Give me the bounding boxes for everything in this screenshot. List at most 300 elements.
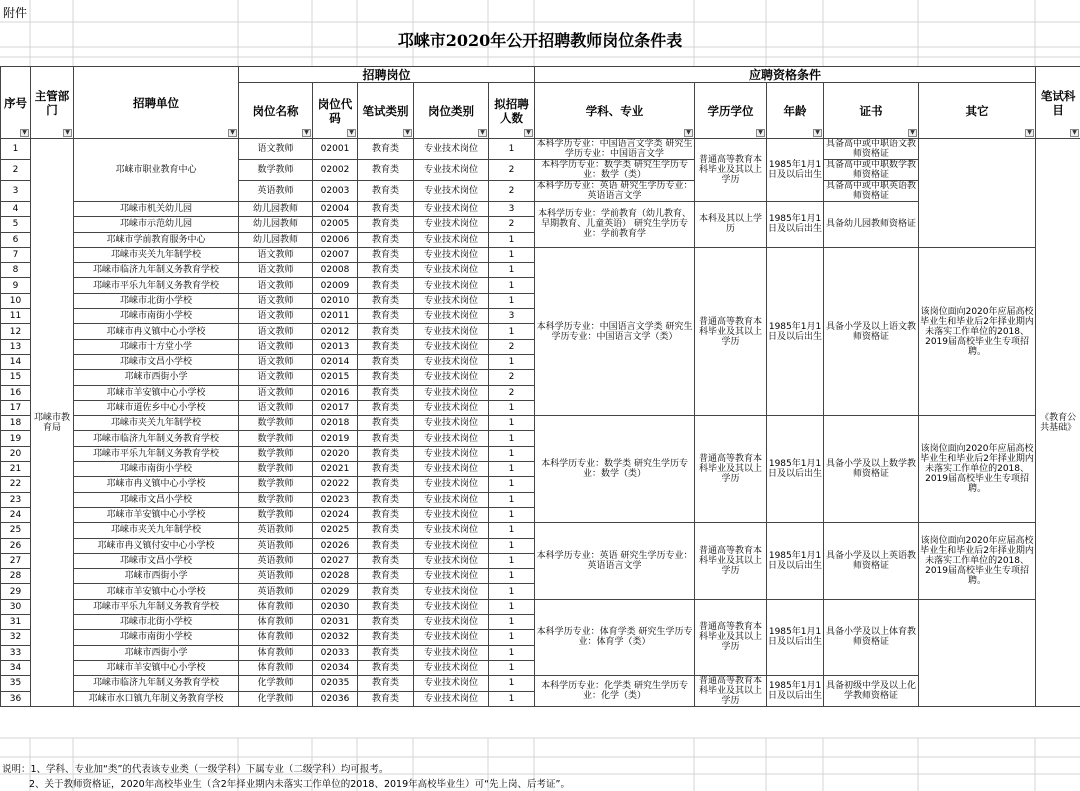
cell-post-code[interactable]: 02006 <box>313 232 358 247</box>
cell-post-name[interactable]: 数学教师 <box>239 416 313 431</box>
filter-dropdown-icon[interactable]: ▼ <box>756 129 765 137</box>
cell-post-category[interactable]: 专业技术岗位 <box>414 584 489 599</box>
cell-seq[interactable]: 10 <box>1 293 31 308</box>
cell-post-category[interactable]: 专业技术岗位 <box>414 385 489 400</box>
cell-post-name[interactable]: 语文教师 <box>239 293 313 308</box>
cell-post-category[interactable]: 专业技术岗位 <box>414 492 489 507</box>
cell-post-code[interactable]: 02034 <box>313 660 358 675</box>
cell-exam-category[interactable]: 教育类 <box>358 660 414 675</box>
cell-major[interactable]: 本科学历专业：数学类 研究生学历专业：数学（类） <box>535 416 695 523</box>
cell-post-category[interactable]: 专业技术岗位 <box>414 217 489 232</box>
cell-post-name[interactable]: 体育教师 <box>239 599 313 614</box>
cell-post-code[interactable]: 02024 <box>313 507 358 522</box>
filter-dropdown-icon[interactable]: ▼ <box>524 129 533 137</box>
cell-post-category[interactable]: 专业技术岗位 <box>414 354 489 369</box>
cell-count[interactable]: 1 <box>489 630 535 645</box>
cell-count[interactable]: 1 <box>489 416 535 431</box>
filter-dropdown-icon[interactable]: ▼ <box>1025 129 1034 137</box>
cell-post-category[interactable]: 专业技术岗位 <box>414 615 489 630</box>
filter-dropdown-icon[interactable]: ▼ <box>478 129 487 137</box>
cell-post-category[interactable]: 专业技术岗位 <box>414 599 489 614</box>
cell-count[interactable]: 2 <box>489 339 535 354</box>
header-subject[interactable]: 笔试科目 ▼ <box>1036 67 1080 139</box>
cell-post-code[interactable]: 02011 <box>313 309 358 324</box>
cell-exam-category[interactable]: 教育类 <box>358 538 414 553</box>
header-post-code[interactable]: 岗位代码 ▼ <box>313 83 358 139</box>
cell-edu[interactable]: 普通高等教育本科毕业及其以上学历 <box>695 599 767 675</box>
cell-exam-category[interactable]: 教育类 <box>358 293 414 308</box>
cell-count[interactable]: 1 <box>489 247 535 262</box>
cell-count[interactable]: 3 <box>489 309 535 324</box>
cell-exam-category[interactable]: 教育类 <box>358 217 414 232</box>
cell-post-code[interactable]: 02013 <box>313 339 358 354</box>
cell-post-name[interactable]: 语文教师 <box>239 139 313 160</box>
cell-post-category[interactable]: 专业技术岗位 <box>414 431 489 446</box>
cell-age[interactable]: 1985年1月1日及以后出生 <box>767 599 824 675</box>
cell-cert[interactable]: 具备小学及以上数学教师资格证 <box>824 416 919 523</box>
cell-exam-category[interactable]: 教育类 <box>358 676 414 692</box>
cell-seq[interactable]: 4 <box>1 202 31 217</box>
cell-count[interactable]: 1 <box>489 400 535 415</box>
cell-post-category[interactable]: 专业技术岗位 <box>414 370 489 385</box>
cell-exam-category[interactable]: 教育类 <box>358 416 414 431</box>
cell-count[interactable]: 1 <box>489 691 535 707</box>
cell-post-code[interactable]: 02002 <box>313 160 358 181</box>
cell-post-name[interactable]: 英语教师 <box>239 553 313 568</box>
filter-dropdown-icon[interactable]: ▼ <box>63 129 72 137</box>
cell-post-category[interactable]: 专业技术岗位 <box>414 339 489 354</box>
cell-count[interactable]: 1 <box>489 278 535 293</box>
cell-post-code[interactable]: 02036 <box>313 691 358 707</box>
cell-post-code[interactable]: 02019 <box>313 431 358 446</box>
cell-unit[interactable]: 邛崃市临济九年制义务教育学校 <box>74 676 239 692</box>
cell-seq[interactable]: 12 <box>1 324 31 339</box>
cell-exam-category[interactable]: 教育类 <box>358 324 414 339</box>
cell-unit[interactable]: 邛崃市学前教育服务中心 <box>74 232 239 247</box>
cell-post-category[interactable]: 专业技术岗位 <box>414 139 489 160</box>
cell-post-category[interactable]: 专业技术岗位 <box>414 691 489 707</box>
header-count[interactable]: 拟招聘人数 ▼ <box>489 83 535 139</box>
cell-count[interactable]: 1 <box>489 523 535 538</box>
cell-seq[interactable]: 29 <box>1 584 31 599</box>
cell-post-category[interactable]: 专业技术岗位 <box>414 263 489 278</box>
cell-other[interactable]: 该岗位面向2020年应届高校毕业生和毕业后2年择业期内未落实工作单位的2018、2019届高校毕业生专项招聘。 <box>919 523 1036 599</box>
cell-count[interactable]: 1 <box>489 477 535 492</box>
cell-count[interactable]: 1 <box>489 232 535 247</box>
cell-post-category[interactable]: 专业技术岗位 <box>414 553 489 568</box>
cell-post-name[interactable]: 数学教师 <box>239 492 313 507</box>
cell-seq[interactable]: 33 <box>1 645 31 660</box>
filter-dropdown-icon[interactable]: ▼ <box>347 129 356 137</box>
filter-dropdown-icon[interactable]: ▼ <box>684 129 693 137</box>
cell-post-code[interactable]: 02007 <box>313 247 358 262</box>
cell-exam-category[interactable]: 教育类 <box>358 477 414 492</box>
cell-unit[interactable]: 邛崃市文昌小学校 <box>74 354 239 369</box>
cell-other[interactable]: 该岗位面向2020年应届高校毕业生和毕业后2年择业期内未落实工作单位的2018、2019届高校毕业生专项招聘。 <box>919 416 1036 523</box>
cell-exam-category[interactable]: 教育类 <box>358 584 414 599</box>
cell-post-category[interactable]: 专业技术岗位 <box>414 477 489 492</box>
cell-age[interactable]: 1985年1月1日及以后出生 <box>767 139 824 202</box>
header-unit[interactable]: 招聘单位 ▼ <box>74 67 239 139</box>
cell-post-category[interactable]: 专业技术岗位 <box>414 507 489 522</box>
cell-post-code[interactable]: 02033 <box>313 645 358 660</box>
cell-post-category[interactable]: 专业技术岗位 <box>414 660 489 675</box>
cell-post-name[interactable]: 英语教师 <box>239 538 313 553</box>
cell-count[interactable]: 1 <box>489 462 535 477</box>
cell-post-category[interactable]: 专业技术岗位 <box>414 523 489 538</box>
cell-post-category[interactable]: 专业技术岗位 <box>414 400 489 415</box>
cell-post-name[interactable]: 英语教师 <box>239 523 313 538</box>
cell-seq[interactable]: 36 <box>1 691 31 707</box>
cell-exam-category[interactable]: 教育类 <box>358 339 414 354</box>
cell-post-name[interactable]: 化学教师 <box>239 676 313 692</box>
cell-exam-category[interactable]: 教育类 <box>358 309 414 324</box>
cell-count[interactable]: 1 <box>489 354 535 369</box>
cell-edu[interactable]: 普通高等教育本科毕业及其以上学历 <box>695 247 767 415</box>
cell-post-category[interactable]: 专业技术岗位 <box>414 309 489 324</box>
cell-unit[interactable]: 邛崃市水口镇九年制义务教育学校 <box>74 691 239 707</box>
filter-dropdown-icon[interactable]: ▼ <box>20 129 29 137</box>
cell-cert[interactable]: 具备小学及以上体育教师资格证 <box>824 599 919 675</box>
cell-post-category[interactable]: 专业技术岗位 <box>414 232 489 247</box>
cell-post-code[interactable]: 02029 <box>313 584 358 599</box>
cell-unit[interactable]: 邛崃市道佐乡中心小学校 <box>74 400 239 415</box>
cell-count[interactable]: 1 <box>489 263 535 278</box>
cell-count[interactable]: 2 <box>489 181 535 202</box>
cell-unit[interactable]: 邛崃市北街小学校 <box>74 615 239 630</box>
cell-major[interactable]: 本科学历专业：数学类 研究生学历专业：数学（类） <box>535 160 695 181</box>
cell-post-code[interactable]: 02027 <box>313 553 358 568</box>
cell-post-name[interactable]: 语文教师 <box>239 370 313 385</box>
cell-post-name[interactable]: 语文教师 <box>239 339 313 354</box>
cell-count[interactable]: 1 <box>489 615 535 630</box>
cell-other[interactable] <box>919 599 1036 706</box>
cell-exam-category[interactable]: 教育类 <box>358 507 414 522</box>
cell-unit[interactable]: 邛崃市临济九年制义务教育学校 <box>74 263 239 278</box>
cell-exam-category[interactable]: 教育类 <box>358 553 414 568</box>
header-seq[interactable]: 序号 ▼ <box>1 67 31 139</box>
cell-seq[interactable]: 14 <box>1 354 31 369</box>
cell-seq[interactable]: 28 <box>1 569 31 584</box>
cell-post-code[interactable]: 02023 <box>313 492 358 507</box>
header-age[interactable]: 年龄 ▼ <box>767 83 824 139</box>
cell-exam-category[interactable]: 教育类 <box>358 202 414 217</box>
cell-count[interactable]: 1 <box>489 431 535 446</box>
cell-count[interactable]: 1 <box>489 492 535 507</box>
cell-seq[interactable]: 26 <box>1 538 31 553</box>
cell-post-name[interactable]: 语文教师 <box>239 400 313 415</box>
cell-unit[interactable]: 邛崃市夹关九年制学校 <box>74 523 239 538</box>
cell-major[interactable]: 本科学历专业：中国语言文学类 研究生学历专业：中国语言文学（类） <box>535 247 695 415</box>
cell-age[interactable]: 1985年1月1日及以后出生 <box>767 416 824 523</box>
cell-count[interactable]: 1 <box>489 553 535 568</box>
cell-seq[interactable]: 1 <box>1 139 31 160</box>
cell-post-code[interactable]: 02032 <box>313 630 358 645</box>
cell-post-code[interactable]: 02035 <box>313 676 358 692</box>
cell-post-code[interactable]: 02025 <box>313 523 358 538</box>
cell-post-name[interactable]: 数学教师 <box>239 462 313 477</box>
cell-unit[interactable]: 邛崃市职业教育中心 <box>74 139 239 202</box>
cell-unit[interactable]: 邛崃市羊安镇中心小学校 <box>74 584 239 599</box>
cell-post-category[interactable]: 专业技术岗位 <box>414 538 489 553</box>
cell-post-code[interactable]: 02008 <box>313 263 358 278</box>
cell-exam-category[interactable]: 教育类 <box>358 278 414 293</box>
cell-major[interactable]: 本科学历专业：学前教育（幼儿教育、早期教育、儿童英语） 研究生学历专业：学前教育学 <box>535 202 695 248</box>
cell-post-code[interactable]: 02009 <box>313 278 358 293</box>
cell-seq[interactable]: 2 <box>1 160 31 181</box>
cell-exam-category[interactable]: 教育类 <box>358 492 414 507</box>
cell-post-name[interactable]: 语文教师 <box>239 385 313 400</box>
cell-post-name[interactable]: 数学教师 <box>239 160 313 181</box>
cell-unit[interactable]: 邛崃市十方堂小学 <box>74 339 239 354</box>
cell-seq[interactable]: 7 <box>1 247 31 262</box>
cell-edu[interactable]: 普通高等教育本科毕业及其以上学历 <box>695 676 767 707</box>
cell-unit[interactable]: 邛崃市文昌小学校 <box>74 553 239 568</box>
cell-cert[interactable]: 具备小学及以上英语教师资格证 <box>824 523 919 599</box>
cell-post-code[interactable]: 02026 <box>313 538 358 553</box>
cell-count[interactable]: 2 <box>489 385 535 400</box>
cell-post-category[interactable]: 专业技术岗位 <box>414 202 489 217</box>
cell-cert[interactable]: 具备高中或中职英语教师资格证 <box>824 181 919 202</box>
cell-other[interactable] <box>919 139 1036 248</box>
cell-count[interactable]: 1 <box>489 584 535 599</box>
cell-exam-category[interactable]: 教育类 <box>358 232 414 247</box>
cell-unit[interactable]: 邛崃市夹关九年制学校 <box>74 247 239 262</box>
cell-seq[interactable]: 35 <box>1 676 31 692</box>
cell-unit[interactable]: 邛崃市示范幼儿园 <box>74 217 239 232</box>
cell-age[interactable]: 1985年1月1日及以后出生 <box>767 523 824 599</box>
cell-unit[interactable]: 邛崃市文昌小学校 <box>74 492 239 507</box>
cell-unit[interactable]: 邛崃市西街小学 <box>74 569 239 584</box>
cell-post-code[interactable]: 02015 <box>313 370 358 385</box>
cell-count[interactable]: 1 <box>489 538 535 553</box>
cell-count[interactable]: 1 <box>489 660 535 675</box>
header-other[interactable]: 其它 ▼ <box>919 83 1036 139</box>
cell-seq[interactable]: 6 <box>1 232 31 247</box>
cell-post-name[interactable]: 语文教师 <box>239 247 313 262</box>
cell-post-code[interactable]: 02010 <box>313 293 358 308</box>
cell-post-code[interactable]: 02012 <box>313 324 358 339</box>
cell-seq[interactable]: 13 <box>1 339 31 354</box>
cell-exam-category[interactable]: 教育类 <box>358 523 414 538</box>
cell-unit[interactable]: 邛崃市冉义镇中心小学校 <box>74 477 239 492</box>
cell-seq[interactable]: 22 <box>1 477 31 492</box>
cell-unit[interactable]: 邛崃市北街小学校 <box>74 293 239 308</box>
cell-post-name[interactable]: 体育教师 <box>239 645 313 660</box>
cell-seq[interactable]: 19 <box>1 431 31 446</box>
cell-post-category[interactable]: 专业技术岗位 <box>414 160 489 181</box>
cell-other[interactable]: 该岗位面向2020年应届高校毕业生和毕业后2年择业期内未落实工作单位的2018、2019届高校毕业生专项招聘。 <box>919 247 1036 415</box>
cell-post-name[interactable]: 数学教师 <box>239 507 313 522</box>
cell-seq[interactable]: 34 <box>1 660 31 675</box>
cell-post-name[interactable]: 语文教师 <box>239 278 313 293</box>
cell-post-name[interactable]: 体育教师 <box>239 630 313 645</box>
cell-seq[interactable]: 30 <box>1 599 31 614</box>
cell-seq[interactable]: 16 <box>1 385 31 400</box>
cell-seq[interactable]: 24 <box>1 507 31 522</box>
cell-post-code[interactable]: 02020 <box>313 446 358 461</box>
header-post-category[interactable]: 岗位类别 ▼ <box>414 83 489 139</box>
cell-post-category[interactable]: 专业技术岗位 <box>414 462 489 477</box>
cell-major[interactable]: 本科学历专业：化学类 研究生学历专业：化学（类） <box>535 676 695 707</box>
cell-seq[interactable]: 17 <box>1 400 31 415</box>
cell-seq[interactable]: 25 <box>1 523 31 538</box>
cell-exam-category[interactable]: 教育类 <box>358 691 414 707</box>
cell-seq[interactable]: 8 <box>1 263 31 278</box>
cell-unit[interactable]: 邛崃市冉义镇付安中心小学校 <box>74 538 239 553</box>
cell-exam-category[interactable]: 教育类 <box>358 181 414 202</box>
cell-post-category[interactable]: 专业技术岗位 <box>414 324 489 339</box>
cell-cert[interactable]: 具备初级中学及以上化学教师资格证 <box>824 676 919 707</box>
cell-post-code[interactable]: 02004 <box>313 202 358 217</box>
cell-edu[interactable]: 普通高等教育本科毕业及其以上学历 <box>695 523 767 599</box>
cell-post-code[interactable]: 02014 <box>313 354 358 369</box>
cell-seq[interactable]: 20 <box>1 446 31 461</box>
cell-post-name[interactable]: 幼儿园教师 <box>239 202 313 217</box>
cell-seq[interactable]: 11 <box>1 309 31 324</box>
cell-seq[interactable]: 31 <box>1 615 31 630</box>
cell-count[interactable]: 1 <box>489 645 535 660</box>
cell-post-name[interactable]: 幼儿园教师 <box>239 232 313 247</box>
header-major[interactable]: 学科、专业 ▼ <box>535 83 695 139</box>
header-post-name[interactable]: 岗位名称 ▼ <box>239 83 313 139</box>
cell-seq[interactable]: 18 <box>1 416 31 431</box>
cell-count[interactable]: 1 <box>489 676 535 692</box>
cell-seq[interactable]: 21 <box>1 462 31 477</box>
cell-unit[interactable]: 邛崃市羊安镇中心小学校 <box>74 660 239 675</box>
cell-unit[interactable]: 邛崃市临济九年制义务教育学校 <box>74 431 239 446</box>
cell-post-category[interactable]: 专业技术岗位 <box>414 247 489 262</box>
cell-exam-category[interactable]: 教育类 <box>358 645 414 660</box>
cell-post-category[interactable]: 专业技术岗位 <box>414 181 489 202</box>
cell-edu[interactable]: 普通高等教育本科毕业及其以上学历 <box>695 416 767 523</box>
cell-post-name[interactable]: 化学教师 <box>239 691 313 707</box>
cell-count[interactable]: 2 <box>489 370 535 385</box>
header-dept[interactable]: 主管部门 ▼ <box>31 67 74 139</box>
cell-exam-category[interactable]: 教育类 <box>358 370 414 385</box>
cell-post-code[interactable]: 02030 <box>313 599 358 614</box>
header-certificate[interactable]: 证书 ▼ <box>824 83 919 139</box>
cell-post-name[interactable]: 英语教师 <box>239 584 313 599</box>
cell-count[interactable]: 2 <box>489 160 535 181</box>
cell-post-code[interactable]: 02001 <box>313 139 358 160</box>
cell-post-name[interactable]: 体育教师 <box>239 660 313 675</box>
cell-cert[interactable]: 具备高中或中职数学教师资格证 <box>824 160 919 181</box>
cell-seq[interactable]: 9 <box>1 278 31 293</box>
cell-exam-category[interactable]: 教育类 <box>358 263 414 278</box>
cell-unit[interactable]: 邛崃市南街小学校 <box>74 462 239 477</box>
cell-seq[interactable]: 23 <box>1 492 31 507</box>
filter-dropdown-icon[interactable]: ▼ <box>908 129 917 137</box>
cell-count[interactable]: 1 <box>489 599 535 614</box>
cell-post-name[interactable]: 幼儿园教师 <box>239 217 313 232</box>
cell-count[interactable]: 1 <box>489 446 535 461</box>
cell-exam-category[interactable]: 教育类 <box>358 630 414 645</box>
cell-exam-category[interactable]: 教育类 <box>358 462 414 477</box>
cell-count[interactable]: 1 <box>489 324 535 339</box>
cell-unit[interactable]: 邛崃市西街小学 <box>74 645 239 660</box>
header-exam-category[interactable]: 笔试类别 ▼ <box>358 83 414 139</box>
cell-post-name[interactable]: 语文教师 <box>239 324 313 339</box>
cell-unit[interactable]: 邛崃市平乐九年制义务教育学校 <box>74 446 239 461</box>
cell-cert[interactable]: 具备小学及以上语文教师资格证 <box>824 247 919 415</box>
cell-exam-category[interactable]: 教育类 <box>358 446 414 461</box>
cell-count[interactable]: 1 <box>489 569 535 584</box>
cell-major[interactable]: 本科学历专业：英语 研究生学历专业：英语语言文学 <box>535 523 695 599</box>
cell-post-name[interactable]: 英语教师 <box>239 181 313 202</box>
cell-seq[interactable]: 5 <box>1 217 31 232</box>
cell-edu[interactable]: 普通高等教育本科毕业及其以上学历 <box>695 139 767 202</box>
header-education[interactable]: 学历学位 ▼ <box>695 83 767 139</box>
cell-unit[interactable]: 邛崃市羊安镇中心小学校 <box>74 385 239 400</box>
cell-post-name[interactable]: 体育教师 <box>239 615 313 630</box>
cell-dept[interactable]: 邛崃市教育局 <box>31 139 74 707</box>
cell-major[interactable]: 本科学历专业：体育学类 研究生学历专业：体育学（类） <box>535 599 695 675</box>
cell-post-code[interactable]: 02028 <box>313 569 358 584</box>
cell-post-name[interactable]: 语文教师 <box>239 263 313 278</box>
cell-post-code[interactable]: 02017 <box>313 400 358 415</box>
cell-post-name[interactable]: 语文教师 <box>239 309 313 324</box>
cell-cert[interactable]: 具备高中或中职语文教师资格证 <box>824 139 919 160</box>
cell-post-name[interactable]: 数学教师 <box>239 477 313 492</box>
cell-post-name[interactable]: 数学教师 <box>239 431 313 446</box>
cell-exam-category[interactable]: 教育类 <box>358 160 414 181</box>
filter-dropdown-icon[interactable]: ▼ <box>403 129 412 137</box>
cell-count[interactable]: 1 <box>489 293 535 308</box>
cell-exam-category[interactable]: 教育类 <box>358 139 414 160</box>
cell-post-code[interactable]: 02016 <box>313 385 358 400</box>
filter-dropdown-icon[interactable]: ▼ <box>813 129 822 137</box>
filter-dropdown-icon[interactable]: ▼ <box>302 129 311 137</box>
cell-age[interactable]: 1985年1月1日及以后出生 <box>767 676 824 707</box>
cell-unit[interactable]: 邛崃市机关幼儿园 <box>74 202 239 217</box>
cell-exam-category[interactable]: 教育类 <box>358 247 414 262</box>
cell-edu[interactable]: 本科及其以上学历 <box>695 202 767 248</box>
cell-post-category[interactable]: 专业技术岗位 <box>414 446 489 461</box>
cell-count[interactable]: 1 <box>489 139 535 160</box>
cell-post-category[interactable]: 专业技术岗位 <box>414 293 489 308</box>
cell-cert[interactable]: 具备幼儿园教师资格证 <box>824 202 919 248</box>
cell-post-name[interactable]: 数学教师 <box>239 446 313 461</box>
cell-unit[interactable]: 邛崃市平乐九年制义务教育学校 <box>74 278 239 293</box>
cell-exam-category[interactable]: 教育类 <box>358 354 414 369</box>
cell-post-code[interactable]: 02021 <box>313 462 358 477</box>
cell-unit[interactable]: 邛崃市冉义镇中心小学校 <box>74 324 239 339</box>
cell-post-code[interactable]: 02031 <box>313 615 358 630</box>
cell-unit[interactable]: 邛崃市南街小学校 <box>74 309 239 324</box>
cell-seq[interactable]: 15 <box>1 370 31 385</box>
filter-dropdown-icon[interactable]: ▼ <box>228 129 237 137</box>
cell-count[interactable]: 2 <box>489 217 535 232</box>
cell-exam-category[interactable]: 教育类 <box>358 385 414 400</box>
cell-post-name[interactable]: 语文教师 <box>239 354 313 369</box>
cell-post-category[interactable]: 专业技术岗位 <box>414 645 489 660</box>
cell-post-name[interactable]: 英语教师 <box>239 569 313 584</box>
cell-post-code[interactable]: 02005 <box>313 217 358 232</box>
cell-post-category[interactable]: 专业技术岗位 <box>414 630 489 645</box>
filter-dropdown-icon[interactable]: ▼ <box>1070 129 1079 137</box>
cell-post-category[interactable]: 专业技术岗位 <box>414 416 489 431</box>
cell-major[interactable]: 本科学历专业：英语 研究生学历专业：英语语言文学 <box>535 181 695 202</box>
cell-exam-category[interactable]: 教育类 <box>358 599 414 614</box>
cell-subject[interactable]: 《教育公共基础》 <box>1036 139 1080 707</box>
cell-unit[interactable]: 邛崃市羊安镇中心小学校 <box>74 507 239 522</box>
cell-age[interactable]: 1985年1月1日及以后出生 <box>767 202 824 248</box>
cell-count[interactable]: 1 <box>489 507 535 522</box>
cell-post-category[interactable]: 专业技术岗位 <box>414 278 489 293</box>
cell-age[interactable]: 1985年1月1日及以后出生 <box>767 247 824 415</box>
cell-post-category[interactable]: 专业技术岗位 <box>414 569 489 584</box>
